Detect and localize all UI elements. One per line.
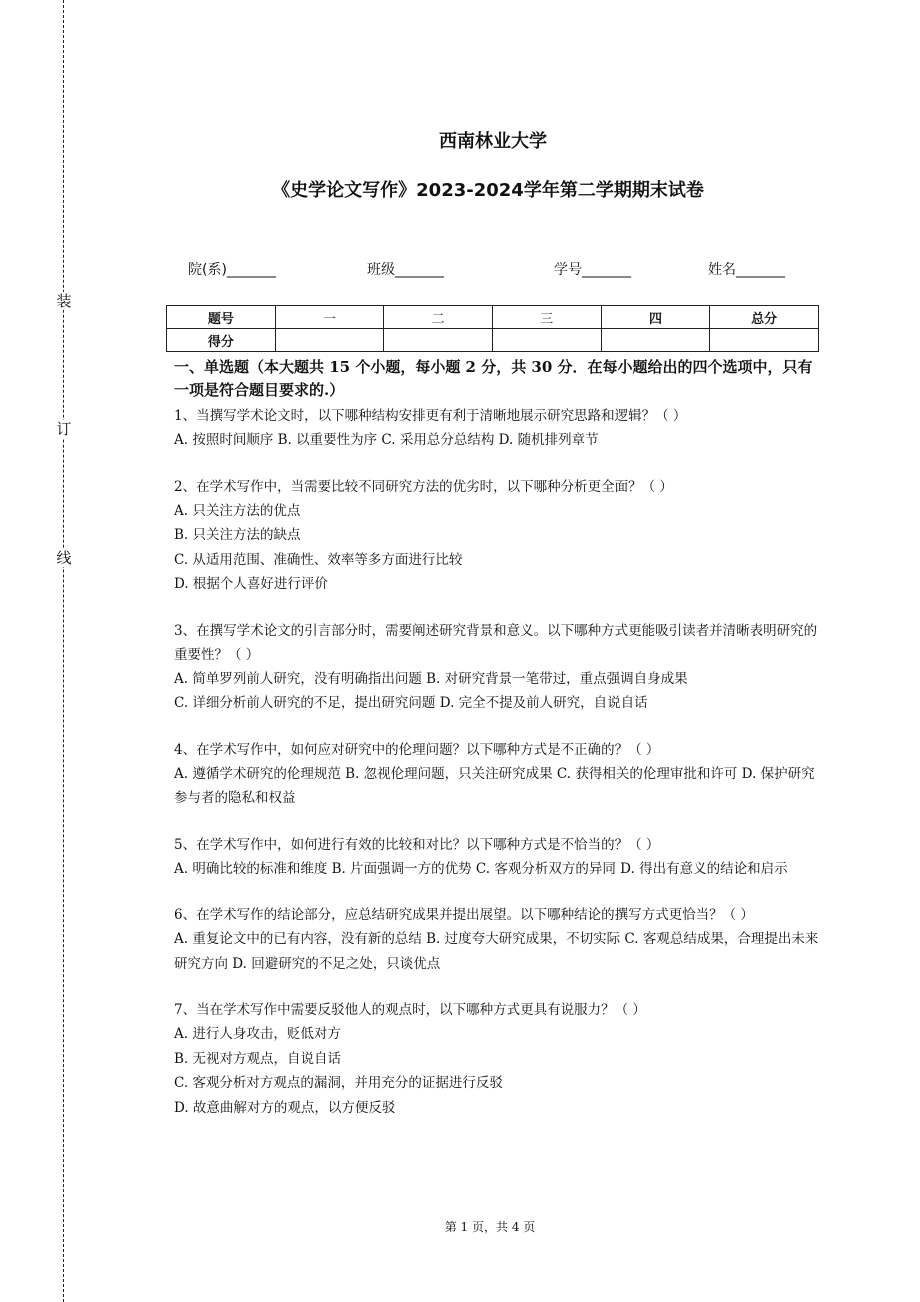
question-options: A. 按照时间顺序 B. 以重要性为序 C. 采用总分总结构 D. 随机排列章节 [174, 432, 599, 448]
score-header-cell: 题号 [167, 306, 276, 329]
school-name: 西南林业大学 [439, 131, 547, 152]
score-cell[interactable] [710, 329, 819, 352]
score-header-cell: 一 [275, 306, 384, 329]
question-options: C. 详细分析前人研究的不足，提出研究问题 D. 完全不提及前人研究，自说自话 [174, 695, 648, 711]
score-header-cell: 总分 [710, 306, 819, 329]
score-cell[interactable] [601, 329, 710, 352]
question-stem: 4、在学术写作中，如何应对研究中的伦理问题？以下哪种方式是不正确的？（ ） [174, 741, 660, 758]
question-stem: 3、在撰写学术论文的引言部分时，需要阐述研究背景和意义。以下哪种方式更能吸引读者并清晰表明研究的重要性？（ ） [174, 622, 818, 663]
student-id-field[interactable]: 学号_______ [554, 262, 631, 278]
score-label-cell: 得分 [167, 329, 276, 352]
score-cell[interactable] [384, 329, 493, 352]
question-options: A. 简单罗列前人研究，没有明确指出问题 B. 对研究背景一笔带过，重点强调自身成果 [174, 670, 688, 687]
question-options: A. 重复论文中的已有内容，没有新的总结 B. 过度夸大研究成果，不切实际 C. 客观总结成果，合理提出未来研究方向 D. 回避研究的不足之处，只谈优点 [174, 931, 819, 972]
score-table [166, 305, 819, 352]
score-header-cell: 二 [384, 306, 493, 329]
option-b: B. 无视对方观点，自说自话 [174, 1050, 342, 1067]
option-a: A. 只关注方法的优点 [174, 502, 301, 519]
question-stem: 6、在学术写作的结论部分，应总结研究成果并提出展望。以下哪种结论的撰写方式更恰当？（ ） [174, 907, 754, 923]
binding-char-zhuang: 装 [56, 292, 72, 310]
option-c: C. 客观分析对方观点的漏洞，并用充分的证据进行反驳 [174, 1075, 503, 1091]
binding-char-ding: 订 [56, 420, 72, 438]
question-stem: 5、在学术写作中，如何进行有效的比较和对比？以下哪种方式是不恰当的？（ ） [174, 836, 660, 853]
score-cell[interactable] [275, 329, 384, 352]
question-stem: 7、当在学术写作中需要反驳他人的观点时，以下哪种方式更具有说服力？（ ） [174, 1002, 646, 1018]
score-cell[interactable] [492, 329, 601, 352]
option-c: C. 从适用范围、准确性、效率等多方面进行比较 [174, 551, 463, 568]
score-header-cell: 四 [601, 306, 710, 329]
score-header-cell: 三 [492, 306, 601, 329]
question-1 [174, 404, 822, 453]
question-stem: 2、在学术写作中，当需要比较不同研究方法的优劣时，以下哪种分析更全面？（ ） [174, 478, 673, 495]
section-heading: 一、单选题（本大题共 15 个小题，每小题 2 分，共 30 分．在每小题给出的四个选项中，只有一项是符合题目要求的.） [174, 358, 813, 399]
question-options: A. 遵循学术研究的伦理规范 B. 忽视伦理问题，只关注研究成果 C. 获得相关的伦理审批和许可 D. 保护研究参与者的隐私和权益 [174, 765, 815, 806]
score-table-header-row [167, 306, 819, 329]
question-stem: 1、当撰写学术论文时，以下哪种结构安排更有利于清晰地展示研究思路和逻辑？（ ） [174, 408, 687, 424]
option-d: D. 根据个人喜好进行评价 [174, 576, 328, 592]
exam-title: 《史学论文写作》2023-2024学年第二学期期末试卷 [272, 180, 704, 201]
score-table-score-row [167, 329, 819, 352]
option-d: D. 故意曲解对方的观点，以方便反驳 [174, 1099, 396, 1116]
question-3 [174, 619, 822, 716]
page-footer: 第 1 页，共 4 页 [444, 1220, 536, 1234]
binding-char-xian: 线 [56, 549, 72, 567]
question-options: A. 明确比较的标准和维度 B. 片面强调一方的优势 C. 客观分析双方的异同 D. 得出有意义的结论和启示 [174, 860, 788, 877]
name-field[interactable]: 姓名_______ [708, 262, 785, 278]
option-a: A. 进行人身攻击，贬低对方 [174, 1026, 341, 1042]
option-b: B. 只关注方法的缺点 [174, 527, 301, 543]
class-field[interactable]: 班级_______ [367, 262, 444, 278]
question-2 [174, 475, 822, 597]
question-6 [174, 903, 822, 976]
question-7 [174, 998, 822, 1120]
question-4 [174, 738, 822, 811]
exam-content [174, 356, 822, 1142]
question-5 [174, 833, 822, 882]
dept-field[interactable]: 院(系)_______ [188, 262, 276, 278]
